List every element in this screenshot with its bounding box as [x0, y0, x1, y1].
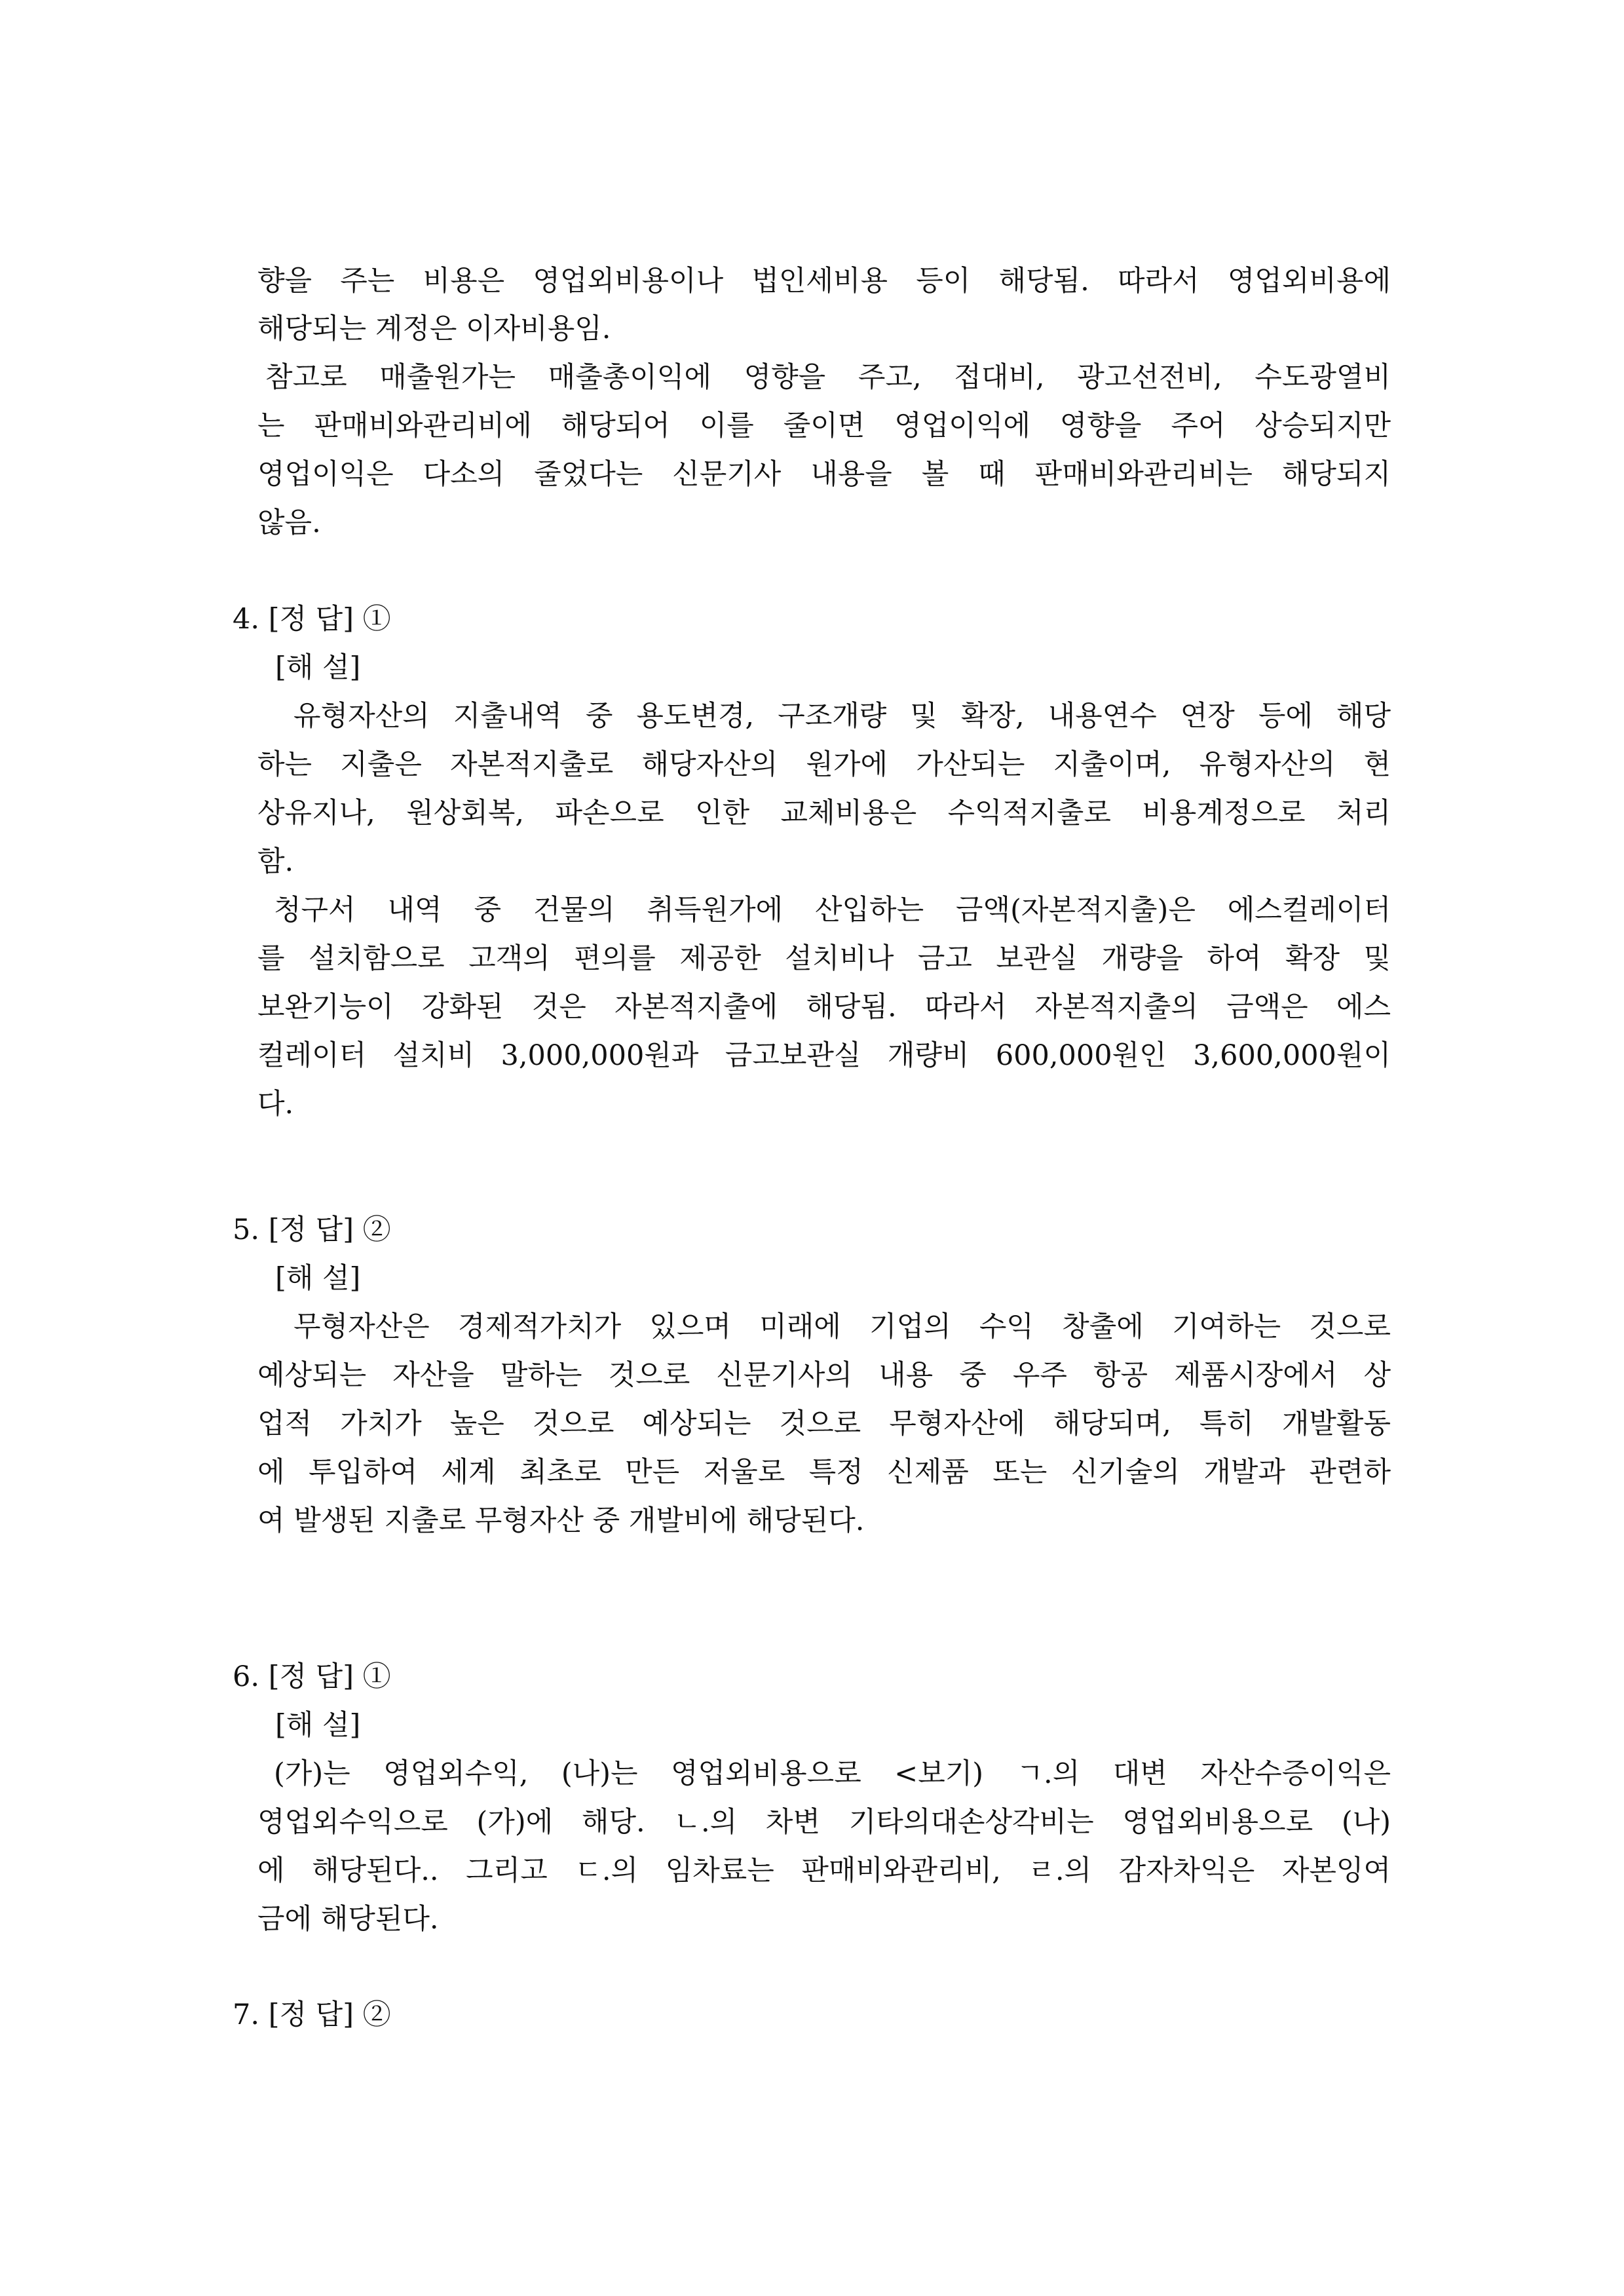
- note-line-1: 참고로 매출원가는 매출총이익에 영향을 주고, 접대비, 광고선전비, 수도광열비: [265, 361, 1391, 394]
- note-line-3: 영업이익은 다소의 줄었다는 신문기사 내용을 볼 때 판매비와관리비는 해당되지: [257, 458, 1391, 491]
- commentary-label-4: [해 설]: [275, 651, 361, 684]
- answer-header-4: 4. [정 답] ①: [233, 603, 391, 636]
- q5-para1-line-1: 무형자산은 경제적가치가 있으며 미래에 기업의 수익 창출에 기여하는 것으로: [293, 1311, 1391, 1343]
- q4-para1-line-2: 하는 지출은 자본적지출로 해당자산의 원가에 가산되는 지출이며, 유형자산의 현: [257, 748, 1391, 781]
- intro-line-2: 해당되는 계정은 이자비용임.: [257, 313, 611, 345]
- q6-para1-line-4: 금에 해당된다.: [257, 1903, 439, 1936]
- q5-para1-line-5: 여 발생된 지출로 무형자산 중 개발비에 해당된다.: [257, 1504, 865, 1537]
- q4-para2-line-4: 컬레이터 설치비 3,000,000원과 금고보관실 개량비 600,000원인 3,600,000원이: [257, 1039, 1391, 1072]
- q6-para1-line-2: 영업외수익으로 (가)에 해당. ㄴ.의 차변 기타의대손상각비는 영업외비용으로 (나): [257, 1806, 1391, 1839]
- q6-para1-line-3: 에 해당된다.. 그리고 ㄷ.의 임차료는 판매비와관리비, ㄹ.의 감자차익은 자본잉여: [257, 1854, 1391, 1887]
- q4-para1-line-4: 함.: [257, 845, 294, 878]
- note-line-4: 않음.: [257, 507, 321, 539]
- q5-para1-line-3: 업적 가치가 높은 것으로 예상되는 것으로 무형자산에 해당되며, 특히 개발활동: [257, 1407, 1391, 1440]
- q4-para2-line-5: 다.: [257, 1088, 294, 1120]
- commentary-label-5: [해 설]: [275, 1262, 361, 1295]
- q5-para1-line-4: 에 투입하여 세계 최초로 만든 저울로 특정 신제품 또는 신기술의 개발과 관련하: [257, 1456, 1391, 1489]
- commentary-label-6: [해 설]: [275, 1709, 361, 1742]
- q4-para2-line-3: 보완기능이 강화된 것은 자본적지출에 해당됨. 따라서 자본적지출의 금액은 에스: [257, 991, 1391, 1024]
- answer-header-7: 7. [정 답] ②: [233, 1999, 391, 2031]
- q4-para2-line-2: 를 설치함으로 고객의 편의를 제공한 설치비나 금고 보관실 개량을 하여 확장 및: [257, 942, 1391, 975]
- q4-para2-line-1: 청구서 내역 중 건물의 취득원가에 산입하는 금액(자본적지출)은 에스컬레이터: [274, 894, 1391, 927]
- q4-para1-line-1: 유형자산의 지출내역 중 용도변경, 구조개량 및 확장, 내용연수 연장 등에 해당: [293, 700, 1391, 733]
- answer-header-6: 6. [정 답] ①: [233, 1660, 391, 1693]
- answer-header-5: 5. [정 답] ②: [233, 1214, 391, 1246]
- q4-para1-line-3: 상유지나, 원상회복, 파손으로 인한 교체비용은 수익적지출로 비용계정으로 처리: [257, 797, 1391, 830]
- q6-para1-line-1: (가)는 영업외수익, (나)는 영업외비용으로 <보기) ㄱ.의 대변 자산수증이익은: [274, 1757, 1391, 1790]
- note-line-2: 는 판매비와관리비에 해당되어 이를 줄이면 영업이익에 영향을 주어 상승되지만: [257, 410, 1391, 442]
- intro-line-1: 향을 주는 비용은 영업외비용이나 법인세비용 등이 해당됨. 따라서 영업외비용에: [257, 265, 1391, 297]
- q5-para1-line-2: 예상되는 자산을 말하는 것으로 신문기사의 내용 중 우주 항공 제품시장에서 상: [257, 1359, 1391, 1392]
